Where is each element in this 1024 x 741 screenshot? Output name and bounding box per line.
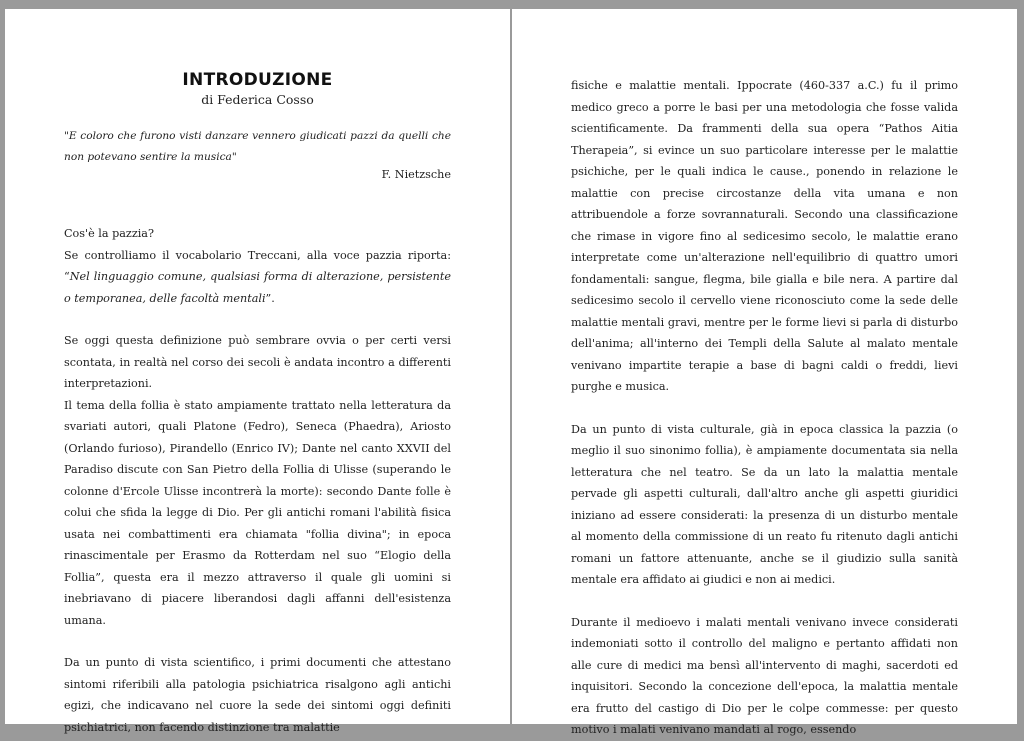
paragraph-literature: Il tema della follia è stato ampiamente trattato nella letteratura da svariati autori, quali Platone (Fedro), Seneca (Phaedra), Ariosto (Orlando furioso), Pirandello (Enrico IV); Dante nel canto XXVII del Paradiso discute con San Pietro della Follia di Ulisse (superando le colonne d'Ercole Ulisse incontrerà la morte): secondo Dante folle è colui che sfida la legge di Dio. Per gli antichi romani l'abilità fisica usata nei combattimenti era chiamata "follia divina"; in epoca rinascimentale per Erasmo da Rotterdam nel suo “Elogio della Follia”, questa era il mezzo attraverso il quale gli uomini si inebriavano di piacere liberandosi dagli affanni dell'esistenza umana. [64,398,451,627]
paragraph-treccani [64,245,451,310]
treccani-definition: Nel linguaggio comune, qualsiasi forma di alterazione, persistente o temporanea, delle facoltà mentali [64,270,451,305]
paragraph-question: Cos'è la pazzia? [64,227,154,240]
quote-close-mark: " [231,151,237,163]
epigraph-quote [64,126,451,168]
epigraph-text: E coloro che furono visti danzare vennero giudicati pazzi da quelli che non potevano sentire la musica [64,130,451,163]
paragraph-definition: Se oggi questa definizione può sembrare ovvia o per certi versi scontata, in realtà nel corso dei secoli è andata incontro a differenti interpretazioni. [64,334,451,390]
chapter-title: INTRODUZIONE [182,70,333,90]
treccani-end: ”. [265,291,275,305]
treccani-lead: Se controlliamo il vocabolario Treccani, alla voce pazzia riporta: “ [64,248,451,283]
paragraph-hippocrates: fisiche e malattie mentali. Ippocrate (460-337 a.C.) fu il primo medico greco a porre le basi per una metodologia che fosse valida scientificamente. Da frammenti della sua opera “Pathos Aitia Therapeia”, si evince un suo particolare interesse per le malattie psichiche, per le quali indica le cause., ponendo in relazione le malattie con precise circostanze della vita umana e non attribuendole a forze sovrannaturali. Secondo una classificazione che rimase in vigore fino al sedicesimo secolo, le malattie erano interpretate come un'alterazione nell'equilibrio di quattro umori fondamentali: sangue, flegma, bile gialla e bile nera. A partire dal sedicesimo secolo il cervello viene riconosciuto come la sede delle malattie mentali gravi, mentre per le forme lievi si parla di disturbo dell'anima; all'interno dei Templi della Salute al malato mentale venivano impartite terapie a base di bagni caldi o freddi, lievi purghe e musica. [571,79,958,393]
paragraph-scientific: Da un punto di vista scientifico, i primi documenti che attestano sintomi riferibili alla patologia psichiatrica risalgono agli antichi egizi, che indicavano nel cuore la sede dei sintomi oggi definiti psichiatrici, non facendo distinzione tra malattie [64,656,451,734]
paragraph-medieval: Durante il medioevo i malati mentali venivano invece considerati indemoniati sotto il controllo del maligno e pertanto affidati non alle cure di medici ma bensì all'intervento di maghi, sacerdoti ed inquisitori. Secondo la concezione dell'epoca, la malattia mentale era frutto del castigo di Dio per le colpe commesse: per questo motivo i malati venivano mandati al rogo, essendo [571,615,958,736]
quote-open-mark: " [64,130,69,142]
epigraph-author: F. Nietzsche [381,168,451,181]
left-page [5,9,510,734]
chapter-author: di Federica Cosso [201,92,314,107]
right-page [512,9,1017,736]
paragraph-cultural: Da un punto di vista culturale, già in epoca classica la pazzia (o meglio il suo sinonimo follia), è ampiamente documentata sia nella letteratura che nel teatro. Se da un lato la malattia mentale pervade gli aspetti culturali, dall'altro anche gli aspetti giuridici iniziano ad essere considerati: la presenza di un disturbo mentale al momento della commissione di un reato fu ritenuto dagli antichi romani un fattore attenuante, anche se il giudizio sulla sanità mentale era affidato ai giudici e non ai medici. [571,422,958,586]
